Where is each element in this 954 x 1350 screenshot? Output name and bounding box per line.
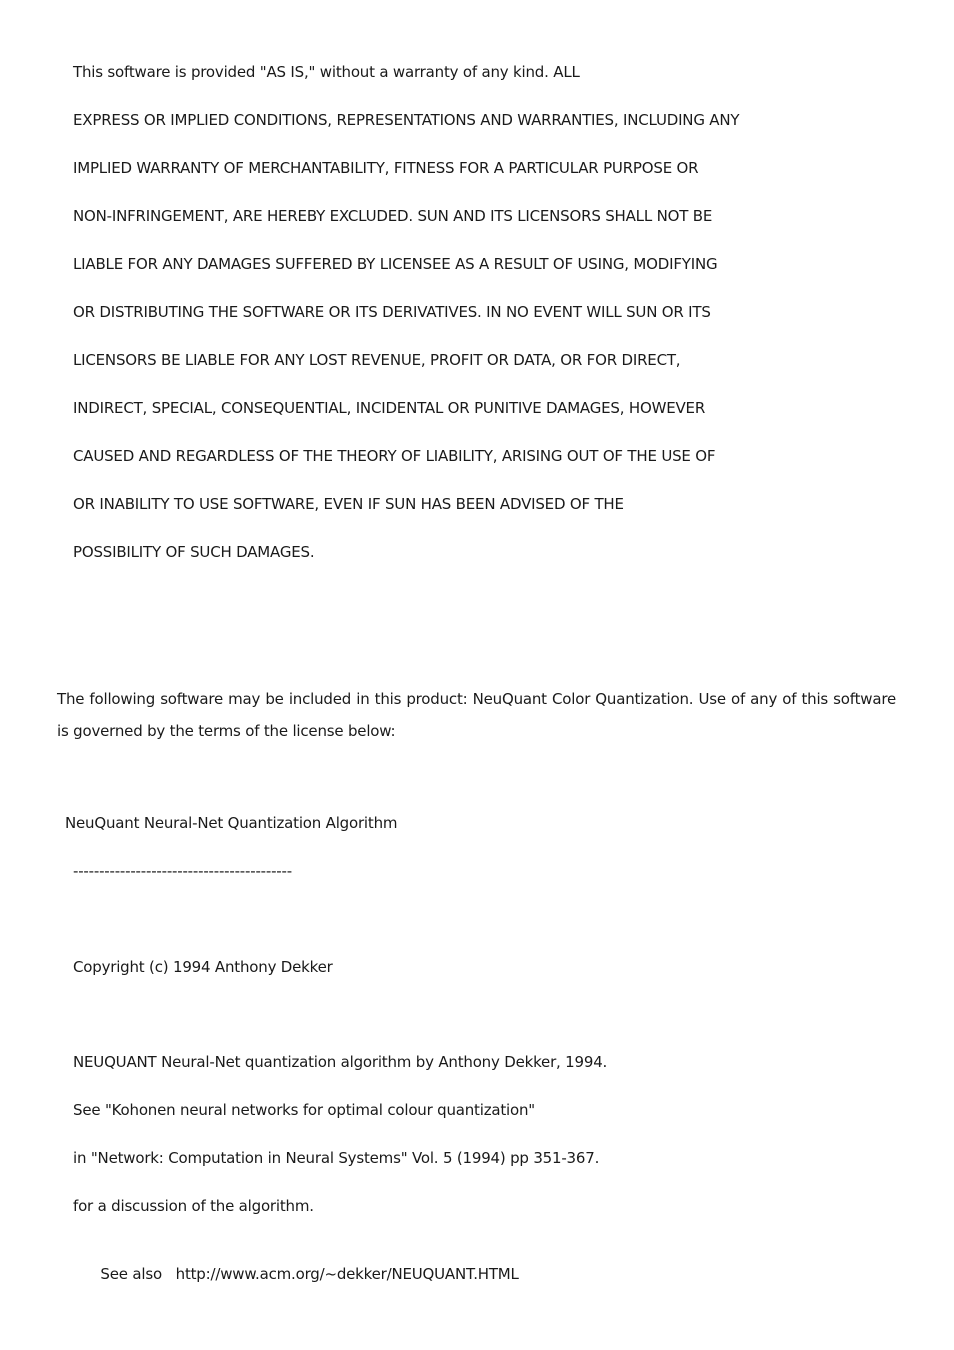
description-line: NEUQUANT Neural-Net quantization algorithm by Anthony Dekker, 1994. — [73, 1053, 608, 1071]
disclaimer-line: NON-INFRINGEMENT, ARE HEREBY EXCLUDED. SUN AND ITS LICENSORS SHALL NOT BE — [73, 207, 713, 225]
disclaimer-line: EXPRESS OR IMPLIED CONDITIONS, REPRESENTATIONS AND WARRANTIES, INCLUDING ANY — [73, 111, 740, 129]
disclaimer-line: OR INABILITY TO USE SOFTWARE, EVEN IF SUN HAS BEEN ADVISED OF THE — [73, 495, 624, 513]
description-line: See "Kohonen neural networks for optimal colour quantization" — [73, 1101, 536, 1119]
neuquant-url-link[interactable]: http://www.acm.org/~dekker/NEUQUANT.HTML — [175, 1265, 519, 1283]
divider-rule: ------------------------------------------ — [73, 862, 292, 880]
description-line: in "Network: Computation in Neural Systems" Vol. 5 (1994) pp 351-367. — [73, 1149, 600, 1167]
disclaimer-line: POSSIBILITY OF SUCH DAMAGES. — [73, 543, 315, 561]
disclaimer-line: OR DISTRIBUTING THE SOFTWARE OR ITS DERIVATIVES. IN NO EVENT WILL SUN OR ITS — [73, 303, 711, 321]
intro-paragraph: The following software may be included in this product: NeuQuant Color Quantization. Use of any of this software is governed by the terms of the license below: — [57, 690, 896, 740]
copyright-line: Copyright (c) 1994 Anthony Dekker — [73, 958, 333, 976]
disclaimer-line: IMPLIED WARRANTY OF MERCHANTABILITY, FITNESS FOR A PARTICULAR PURPOSE OR — [73, 159, 699, 177]
see-also-label: See also — [100, 1265, 162, 1283]
see-also-line — [73, 1244, 519, 1304]
disclaimer-line: This software is provided "AS IS," without a warranty of any kind. ALL — [73, 63, 580, 81]
disclaimer-line: LIABLE FOR ANY DAMAGES SUFFERED BY LICENSEE AS A RESULT OF USING, MODIFYING — [73, 255, 718, 273]
description-line: for a discussion of the algorithm. — [73, 1197, 314, 1215]
disclaimer-line: INDIRECT, SPECIAL, CONSEQUENTIAL, INCIDENTAL OR PUNITIVE DAMAGES, HOWEVER — [73, 399, 706, 417]
license-title: NeuQuant Neural-Net Quantization Algorithm — [65, 814, 398, 832]
disclaimer-line: LICENSORS BE LIABLE FOR ANY LOST REVENUE, PROFIT OR DATA, OR FOR DIRECT, — [73, 351, 681, 369]
disclaimer-line: CAUSED AND REGARDLESS OF THE THEORY OF LIABILITY, ARISING OUT OF THE USE OF — [73, 447, 716, 465]
